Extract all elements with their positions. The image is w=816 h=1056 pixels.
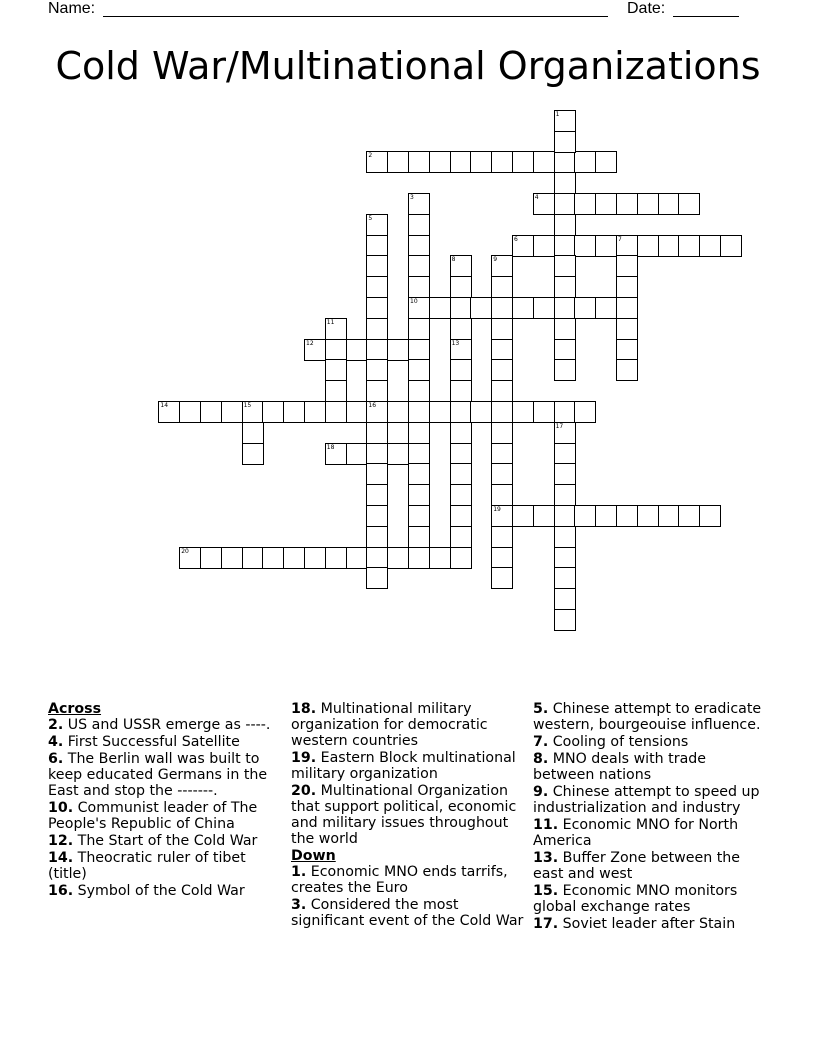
grid-cell[interactable] xyxy=(366,255,388,277)
grid-cell[interactable] xyxy=(366,463,388,485)
clue-text: The Berlin wall was built to keep educated Germans in the East and stop the -------. xyxy=(48,751,268,799)
clue-column-3 xyxy=(533,701,768,933)
grid-cell[interactable] xyxy=(512,151,534,173)
grid-cell[interactable] xyxy=(283,401,305,423)
clue-number: 5. xyxy=(533,701,549,717)
grid-cell[interactable] xyxy=(325,359,347,381)
grid-cell[interactable] xyxy=(387,443,409,465)
grid-cell[interactable] xyxy=(450,443,472,465)
grid-cell[interactable] xyxy=(533,297,555,319)
clue-number: 18 xyxy=(326,443,335,451)
down-clue xyxy=(533,751,768,783)
grid-cell[interactable] xyxy=(346,547,368,569)
grid-cell[interactable] xyxy=(595,151,617,173)
grid-cell[interactable] xyxy=(554,526,576,548)
grid-cell[interactable] xyxy=(366,151,388,173)
grid-cell[interactable] xyxy=(554,255,576,277)
across-clue xyxy=(291,750,526,782)
clue-number: 1 xyxy=(555,110,560,118)
grid-cell[interactable] xyxy=(346,443,368,465)
clue-number: 15. xyxy=(533,883,559,899)
grid-cell[interactable] xyxy=(470,297,492,319)
down-clue xyxy=(533,734,768,750)
grid-cell[interactable] xyxy=(533,151,555,173)
grid-cell[interactable] xyxy=(366,235,388,257)
clue-number: 5 xyxy=(368,214,373,222)
grid-cell[interactable] xyxy=(491,339,513,361)
grid-cell[interactable] xyxy=(366,422,388,444)
grid-cell[interactable] xyxy=(408,318,430,340)
grid-cell[interactable] xyxy=(346,339,368,361)
grid-cell[interactable] xyxy=(408,359,430,381)
grid-cell[interactable] xyxy=(325,380,347,402)
grid-cell[interactable] xyxy=(616,318,638,340)
clue-column-1 xyxy=(48,701,283,900)
grid-cell[interactable] xyxy=(450,339,472,361)
across-clue xyxy=(48,717,283,733)
grid-cell[interactable] xyxy=(554,131,576,153)
grid-cell[interactable] xyxy=(262,547,284,569)
grid-cell[interactable] xyxy=(408,505,430,527)
grid-cell[interactable] xyxy=(491,547,513,569)
grid-cell[interactable] xyxy=(574,505,596,527)
across-clue-list-continued xyxy=(291,701,526,847)
grid-cell[interactable] xyxy=(658,235,680,257)
grid-cell[interactable] xyxy=(408,297,430,319)
across-heading: Across xyxy=(48,701,102,717)
across-clue xyxy=(291,701,526,749)
grid-cell[interactable] xyxy=(533,401,555,423)
across-clue xyxy=(48,751,283,799)
clue-number: 2. xyxy=(48,717,64,733)
grid-cell[interactable] xyxy=(533,505,555,527)
grid-cell[interactable] xyxy=(616,235,638,257)
clue-number: 8 xyxy=(451,256,456,264)
clue-text: Soviet leader after Stain xyxy=(558,916,736,932)
clue-column-2 xyxy=(291,701,526,930)
grid-cell[interactable] xyxy=(366,547,388,569)
grid-cell[interactable] xyxy=(450,463,472,485)
grid-cell[interactable] xyxy=(491,422,513,444)
grid-cell[interactable] xyxy=(262,401,284,423)
clue-number: 7. xyxy=(533,734,549,750)
grid-cell[interactable] xyxy=(408,484,430,506)
grid-cell[interactable] xyxy=(387,151,409,173)
grid-cell[interactable] xyxy=(491,505,513,527)
grid-cell[interactable] xyxy=(491,401,513,423)
grid-cell[interactable] xyxy=(554,110,576,132)
clue-number: 11. xyxy=(533,817,559,833)
grid-cell[interactable] xyxy=(429,151,451,173)
grid-cell[interactable] xyxy=(554,422,576,444)
grid-cell[interactable] xyxy=(554,318,576,340)
grid-cell[interactable] xyxy=(429,401,451,423)
grid-cell[interactable] xyxy=(491,276,513,298)
grid-cell[interactable] xyxy=(450,484,472,506)
grid-cell[interactable] xyxy=(366,297,388,319)
down-clue-list xyxy=(291,864,526,929)
down-clue-list-continued xyxy=(533,701,768,932)
grid-cell[interactable] xyxy=(366,484,388,506)
grid-cell[interactable] xyxy=(450,547,472,569)
clue-text: MNO deals with trade between nations xyxy=(533,751,707,783)
grid-cell[interactable] xyxy=(450,401,472,423)
grid-cell[interactable] xyxy=(366,276,388,298)
clue-number: 17. xyxy=(533,916,559,932)
grid-cell[interactable] xyxy=(408,235,430,257)
clue-number: 4. xyxy=(48,734,64,750)
grid-cell[interactable] xyxy=(387,547,409,569)
date-label: Date: xyxy=(627,0,666,17)
grid-cell[interactable] xyxy=(554,172,576,194)
grid-cell[interactable] xyxy=(366,214,388,236)
grid-cell[interactable] xyxy=(408,276,430,298)
clue-text: Cooling of tensions xyxy=(548,734,689,750)
grid-cell[interactable] xyxy=(304,547,326,569)
clue-text: Buffer Zone between the east and west xyxy=(533,850,740,882)
grid-cell[interactable] xyxy=(491,255,513,277)
clue-number: 6 xyxy=(514,235,518,243)
clue-number: 3. xyxy=(291,897,307,913)
clue-number: 9 xyxy=(493,256,498,264)
clue-number: 15 xyxy=(243,402,252,409)
clue-text: US and USSR emerge as ----. xyxy=(63,717,271,733)
clue-number: 9. xyxy=(533,784,549,800)
grid-cell[interactable] xyxy=(304,339,326,361)
grid-cell[interactable] xyxy=(325,318,347,340)
across-clue xyxy=(48,850,283,882)
grid-cell[interactable] xyxy=(387,401,409,423)
clue-text: Chinese attempt to eradicate western, bourgeouise influence. xyxy=(533,701,762,733)
clue-text: Symbol of the Cold War xyxy=(73,883,245,899)
grid-cell[interactable] xyxy=(554,151,576,173)
clue-number: 4 xyxy=(534,194,539,201)
clue-number: 3 xyxy=(410,194,414,201)
grid-cell[interactable] xyxy=(554,547,576,569)
grid-cell[interactable] xyxy=(366,526,388,548)
clue-number: 14. xyxy=(48,850,74,866)
down-clue xyxy=(533,850,768,882)
grid-cell[interactable] xyxy=(346,401,368,423)
grid-cell[interactable] xyxy=(408,443,430,465)
grid-cell[interactable] xyxy=(491,463,513,485)
clue-text: Multinational Organization that support political, economic and military issues throughout the world xyxy=(291,783,517,847)
grid-cell[interactable] xyxy=(512,505,534,527)
across-clue-list xyxy=(48,717,283,899)
grid-cell[interactable] xyxy=(242,422,264,444)
grid-cell[interactable] xyxy=(554,297,576,319)
grid-cell[interactable] xyxy=(450,297,472,319)
clue-number: 11 xyxy=(326,318,335,326)
grid-cell[interactable] xyxy=(366,443,388,465)
clue-text: The Start of the Cold War xyxy=(73,833,258,849)
grid-cell[interactable] xyxy=(491,526,513,548)
grid-cell[interactable] xyxy=(470,401,492,423)
grid-cell[interactable] xyxy=(408,526,430,548)
grid-cell[interactable] xyxy=(408,193,430,215)
grid-cell[interactable] xyxy=(242,401,264,423)
grid-cell[interactable] xyxy=(512,401,534,423)
grid-cell[interactable] xyxy=(678,235,700,257)
grid-cell[interactable] xyxy=(325,547,347,569)
grid-cell[interactable] xyxy=(554,588,576,610)
clue-text: First Successful Satellite xyxy=(63,734,240,750)
grid-cell[interactable] xyxy=(554,505,576,527)
grid-cell[interactable] xyxy=(554,214,576,236)
clue-number: 1. xyxy=(291,864,307,880)
down-clue xyxy=(533,784,768,816)
grid-cell[interactable] xyxy=(616,359,638,381)
clue-number: 19 xyxy=(493,506,501,513)
grid-cell[interactable] xyxy=(554,401,576,423)
grid-cell[interactable] xyxy=(450,151,472,173)
grid-cell[interactable] xyxy=(179,401,201,423)
page-title: Cold War/Multinational Organizations xyxy=(55,44,761,88)
grid-cell[interactable] xyxy=(595,505,617,527)
grid-cell[interactable] xyxy=(554,193,576,215)
clue-number: 10. xyxy=(48,800,74,816)
down-clue xyxy=(291,864,526,896)
grid-cell[interactable] xyxy=(595,235,617,257)
down-clue xyxy=(291,897,526,929)
grid-cell[interactable] xyxy=(408,151,430,173)
grid-cell[interactable] xyxy=(325,339,347,361)
grid-cell[interactable] xyxy=(637,235,659,257)
across-clue xyxy=(48,800,283,832)
grid-cell[interactable] xyxy=(616,193,638,215)
grid-cell[interactable] xyxy=(450,422,472,444)
clue-text: Economic MNO for North America xyxy=(533,817,739,849)
grid-cell[interactable] xyxy=(408,380,430,402)
grid-cell[interactable] xyxy=(512,235,534,257)
grid-cell[interactable] xyxy=(304,401,326,423)
grid-cell[interactable] xyxy=(512,297,534,319)
grid-cell[interactable] xyxy=(450,505,472,527)
grid-cell[interactable] xyxy=(325,443,347,465)
grid-cell[interactable] xyxy=(491,380,513,402)
grid-cell[interactable] xyxy=(366,359,388,381)
clue-number: 12 xyxy=(306,339,314,347)
grid-cell[interactable] xyxy=(699,235,721,257)
grid-cell[interactable] xyxy=(366,505,388,527)
grid-cell[interactable] xyxy=(429,547,451,569)
grid-cell[interactable] xyxy=(450,526,472,548)
clue-number: 17 xyxy=(555,422,564,430)
clue-text: Communist leader of The People's Republic of China xyxy=(48,800,258,832)
grid-cell[interactable] xyxy=(574,151,596,173)
grid-cell[interactable] xyxy=(450,318,472,340)
grid-cell[interactable] xyxy=(678,193,700,215)
grid-cell[interactable] xyxy=(658,193,680,215)
grid-cell[interactable] xyxy=(491,297,513,319)
grid-cell[interactable] xyxy=(491,151,513,173)
clue-text: Economic MNO ends tarrifs, creates the Euro xyxy=(291,864,508,896)
clue-number: 7 xyxy=(618,235,622,243)
across-clue xyxy=(48,734,283,750)
grid-cell[interactable] xyxy=(429,297,451,319)
grid-cell[interactable] xyxy=(242,443,264,465)
clue-number: 16. xyxy=(48,883,74,899)
grid-cell[interactable] xyxy=(491,567,513,589)
clue-number: 6. xyxy=(48,751,64,767)
grid-cell[interactable] xyxy=(491,484,513,506)
grid-cell[interactable] xyxy=(595,297,617,319)
clue-number: 20 xyxy=(181,547,189,555)
grid-cell[interactable] xyxy=(554,609,576,631)
clue-number: 13. xyxy=(533,850,559,866)
grid-cell[interactable] xyxy=(450,380,472,402)
grid-cell[interactable] xyxy=(491,318,513,340)
clue-text: Considered the most significant event of the Cold War xyxy=(291,897,524,929)
grid-cell[interactable] xyxy=(678,505,700,527)
grid-cell[interactable] xyxy=(554,463,576,485)
name-label: Name: xyxy=(48,0,96,17)
down-clue xyxy=(533,883,768,915)
grid-cell[interactable] xyxy=(200,547,222,569)
grid-cell[interactable] xyxy=(325,401,347,423)
grid-cell[interactable] xyxy=(242,547,264,569)
grid-cell[interactable] xyxy=(450,276,472,298)
clue-number: 19. xyxy=(291,750,317,766)
grid-cell[interactable] xyxy=(408,339,430,361)
clue-number: 10 xyxy=(410,298,418,305)
clue-number: 20. xyxy=(291,783,317,799)
grid-cell[interactable] xyxy=(470,151,492,173)
grid-cell[interactable] xyxy=(554,339,576,361)
grid-cell[interactable] xyxy=(616,255,638,277)
clue-number: 14 xyxy=(160,402,169,409)
grid-cell[interactable] xyxy=(554,484,576,506)
clue-number: 18. xyxy=(291,701,317,717)
grid-cell[interactable] xyxy=(699,505,721,527)
grid-cell[interactable] xyxy=(408,214,430,236)
grid-cell[interactable] xyxy=(158,401,180,423)
grid-cell[interactable] xyxy=(595,193,617,215)
clue-number: 13 xyxy=(451,339,460,347)
grid-cell[interactable] xyxy=(491,359,513,381)
grid-cell[interactable] xyxy=(616,505,638,527)
grid-cell[interactable] xyxy=(574,297,596,319)
grid-cell[interactable] xyxy=(366,380,388,402)
clue-text: Multinational military organization for democratic western countries xyxy=(291,701,488,749)
grid-cell[interactable] xyxy=(554,567,576,589)
grid-cell[interactable] xyxy=(366,567,388,589)
clue-text: Theocratic ruler of tibet (title) xyxy=(48,850,246,882)
across-clue xyxy=(48,833,283,849)
grid-cell[interactable] xyxy=(366,401,388,423)
grid-cell[interactable] xyxy=(179,547,201,569)
grid-cell[interactable] xyxy=(554,359,576,381)
grid-cell[interactable] xyxy=(533,235,555,257)
grid-cell[interactable] xyxy=(574,193,596,215)
down-heading: Down xyxy=(291,848,336,864)
grid-cell[interactable] xyxy=(554,235,576,257)
grid-cell[interactable] xyxy=(616,297,638,319)
grid-cell[interactable] xyxy=(283,547,305,569)
grid-cell[interactable] xyxy=(720,235,742,257)
grid-cell[interactable] xyxy=(408,463,430,485)
grid-cell[interactable] xyxy=(491,443,513,465)
grid-cell[interactable] xyxy=(574,235,596,257)
grid-cell[interactable] xyxy=(408,547,430,569)
grid-cell[interactable] xyxy=(533,193,555,215)
grid-cell[interactable] xyxy=(637,193,659,215)
clue-text: Eastern Block multinational military organization xyxy=(291,750,516,782)
grid-cell[interactable] xyxy=(616,276,638,298)
grid-cell[interactable] xyxy=(616,339,638,361)
down-clue xyxy=(533,817,768,849)
clue-text: Economic MNO monitors global exchange rates xyxy=(533,883,738,915)
clue-number: 8. xyxy=(533,751,549,767)
across-clue xyxy=(291,783,526,847)
grid-cell[interactable] xyxy=(408,422,430,444)
grid-cell[interactable] xyxy=(450,255,472,277)
grid-cell[interactable] xyxy=(366,339,388,361)
clue-number: 16 xyxy=(368,402,377,409)
down-clue xyxy=(533,701,768,733)
grid-cell[interactable] xyxy=(637,505,659,527)
grid-cell[interactable] xyxy=(221,401,243,423)
grid-cell[interactable] xyxy=(366,318,388,340)
clue-text: Chinese attempt to speed up industrialization and industry xyxy=(533,784,760,816)
down-clue xyxy=(533,916,768,932)
grid-cell[interactable] xyxy=(200,401,222,423)
clue-number: 2 xyxy=(368,152,373,160)
grid-cell[interactable] xyxy=(658,505,680,527)
grid-cell[interactable] xyxy=(450,359,472,381)
clue-number: 12. xyxy=(48,833,74,849)
grid-cell[interactable] xyxy=(408,401,430,423)
grid-cell[interactable] xyxy=(408,255,430,277)
grid-cell[interactable] xyxy=(554,276,576,298)
grid-cell[interactable] xyxy=(574,401,596,423)
grid-cell[interactable] xyxy=(554,443,576,465)
grid-cell[interactable] xyxy=(387,339,409,361)
grid-cell[interactable] xyxy=(221,547,243,569)
across-clue xyxy=(48,883,283,899)
